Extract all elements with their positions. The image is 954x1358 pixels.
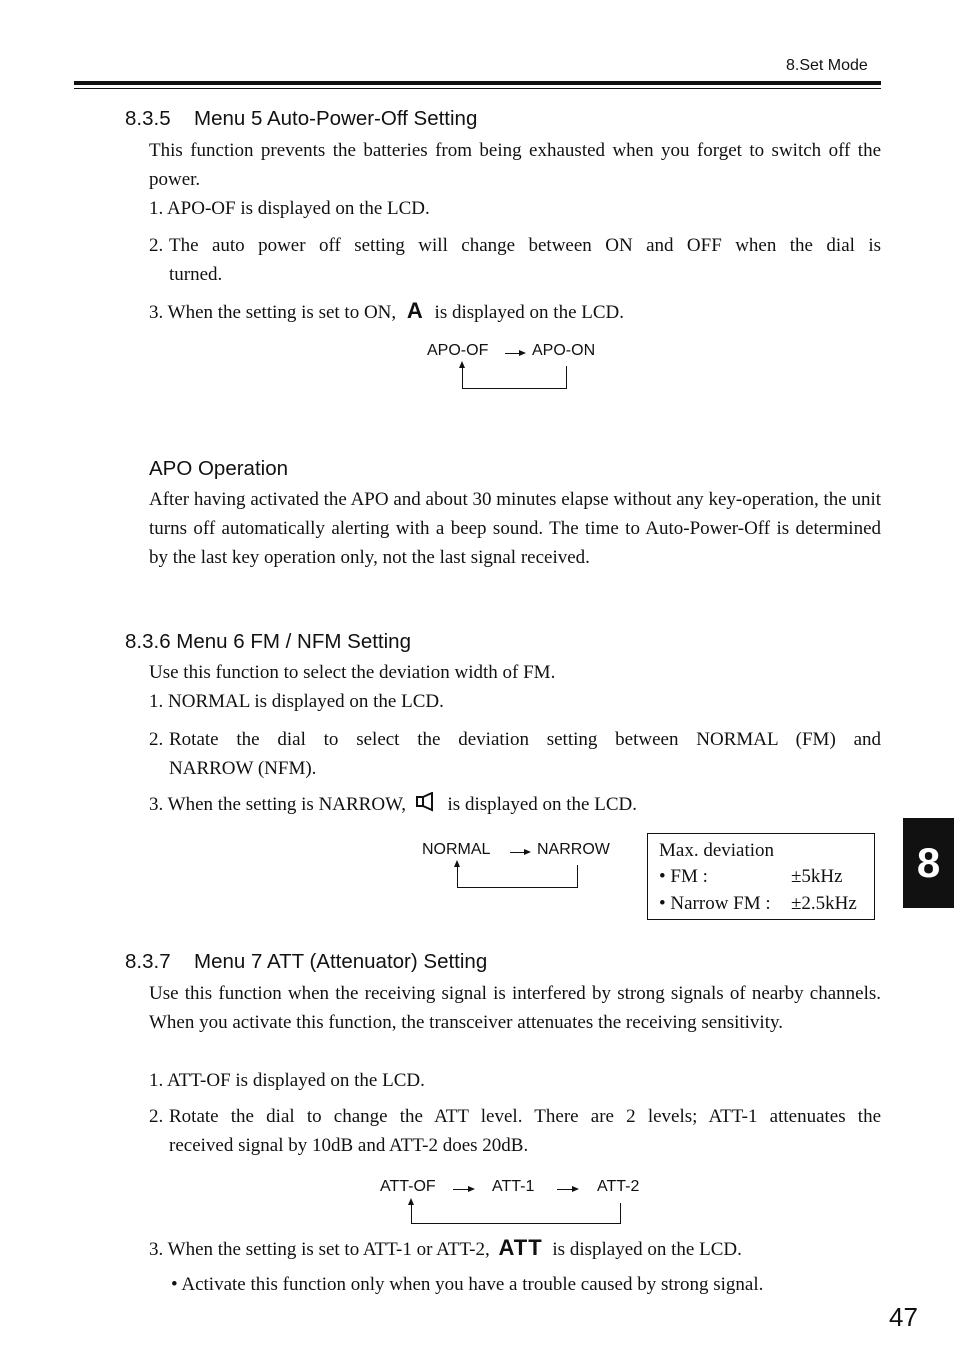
section-title: Menu 7 ATT (Attenuator) Setting: [194, 950, 488, 973]
section-intro: Use this function to select the deviation width of FM.: [149, 662, 556, 683]
running-header: 8.Set Mode: [786, 57, 868, 74]
page-number: 47: [889, 1302, 918, 1332]
loop-line: [620, 1203, 621, 1224]
step-3-text: 3. When the setting is set to ON,: [149, 302, 397, 323]
flow-arrow: [505, 353, 519, 354]
chapter-tab: 8: [903, 818, 954, 908]
step-2-line-1: The auto power off setting will change between ON and OFF when the dial is: [169, 235, 881, 256]
header-rule-thin: [74, 88, 881, 89]
arrow-up-icon: [408, 1198, 414, 1205]
section-number: 8.3.7: [125, 950, 171, 973]
step-2-number: 2.: [149, 235, 164, 256]
step-3-text-end: is displayed on the LCD.: [434, 302, 624, 323]
loop-line: [411, 1203, 412, 1224]
loop-line: [462, 366, 463, 388]
flow-state-normal: NORMAL: [422, 841, 491, 858]
header-rule-thick: [74, 81, 881, 85]
arrow-right-icon: [572, 1186, 579, 1192]
flow-state-att-1: ATT-1: [492, 1178, 535, 1195]
loop-line: [411, 1223, 621, 1224]
auto-power-off-icon: A: [406, 298, 423, 323]
section-intro: This function prevents the batteries from being exhausted when you forget to switch off the power.: [149, 140, 881, 190]
step-2-line-1: Rotate the dial to select the deviation setting between NORMAL (FM) and: [169, 729, 881, 750]
flow-arrow: [510, 852, 524, 853]
step-2-number: 2.: [149, 729, 164, 750]
step-2-line-2: NARROW (NFM).: [169, 758, 317, 779]
loop-line: [457, 865, 458, 887]
arrow-right-icon: [468, 1186, 475, 1192]
step-2-line-2: received signal by 10dB and ATT-2 does 20dB.: [169, 1135, 529, 1156]
arrow-up-icon: [454, 860, 460, 867]
apo-operation-text: After having activated the APO and about 30 minutes elapse without any key-operation, the unit turns off automatically alerting with a beep sound. The time to Auto-Power-Off is determined by the last key operation only, not the last signal received.: [149, 489, 881, 568]
section-number: 8.3.5: [125, 107, 171, 130]
arrow-right-icon: [524, 849, 531, 855]
flow-state-att-2: ATT-2: [597, 1178, 640, 1195]
flow-state-apo-of: APO-OF: [427, 342, 489, 359]
flow-state-apo-on: APO-ON: [532, 342, 596, 359]
flow-state-att-of: ATT-OF: [380, 1178, 436, 1195]
step-3: [149, 790, 637, 819]
att-icon: ATT: [498, 1235, 543, 1260]
step-3-text-end: is displayed on the LCD.: [447, 794, 637, 815]
loop-line: [457, 887, 578, 888]
flow-state-narrow: NARROW: [537, 841, 610, 858]
step-1: 1. ATT-OF is displayed on the LCD.: [149, 1070, 425, 1091]
loop-line: [462, 388, 567, 389]
section-heading-835: [125, 107, 477, 131]
section-heading-837: [125, 950, 487, 974]
deviation-box: [647, 833, 875, 920]
loop-line: [566, 366, 567, 389]
step-3: [149, 1233, 742, 1264]
fm-label: • FM :: [659, 866, 708, 887]
section-intro: Use this function when the receiving signal is interfered by strong signals of nearby channels. When you activate this function, the transceiver attenuates the receiving sensitivity.: [149, 983, 881, 1033]
step-1: 1. APO-OF is displayed on the LCD.: [149, 198, 430, 219]
step-2-line-1: Rotate the dial to change the ATT level. There are 2 levels; ATT-1 attenuates the: [169, 1106, 881, 1127]
step-3: [149, 296, 624, 327]
arrow-up-icon: [459, 361, 465, 368]
nfm-value: ±2.5kHz: [791, 893, 857, 914]
loop-line: [577, 865, 578, 888]
nfm-label: • Narrow FM :: [659, 893, 771, 914]
deviation-title: Max. deviation: [659, 840, 775, 861]
step-2-number: 2.: [149, 1106, 164, 1127]
arrow-right-icon: [519, 350, 526, 356]
subheading-apo-operation: APO Operation: [149, 457, 289, 480]
step-3-text: 3. When the setting is NARROW,: [149, 794, 407, 815]
section-title: Menu 5 Auto-Power-Off Setting: [194, 107, 478, 130]
step-1: 1. NORMAL is displayed on the LCD.: [149, 691, 444, 712]
flow-arrow: [557, 1189, 572, 1190]
step-2-line-2: turned.: [169, 264, 223, 285]
fm-value: ±5kHz: [791, 866, 843, 887]
flow-arrow: [453, 1189, 468, 1190]
section-heading-836: 8.3.6 Menu 6 FM / NFM Setting: [125, 630, 411, 653]
step-3-text-end: is displayed on the LCD.: [552, 1239, 742, 1260]
narrow-icon: [415, 792, 437, 812]
step-3-text: 3. When the setting is set to ATT-1 or ATT-2,: [149, 1239, 490, 1260]
att-note: • Activate this function only when you have a trouble caused by strong signal.: [171, 1274, 764, 1295]
